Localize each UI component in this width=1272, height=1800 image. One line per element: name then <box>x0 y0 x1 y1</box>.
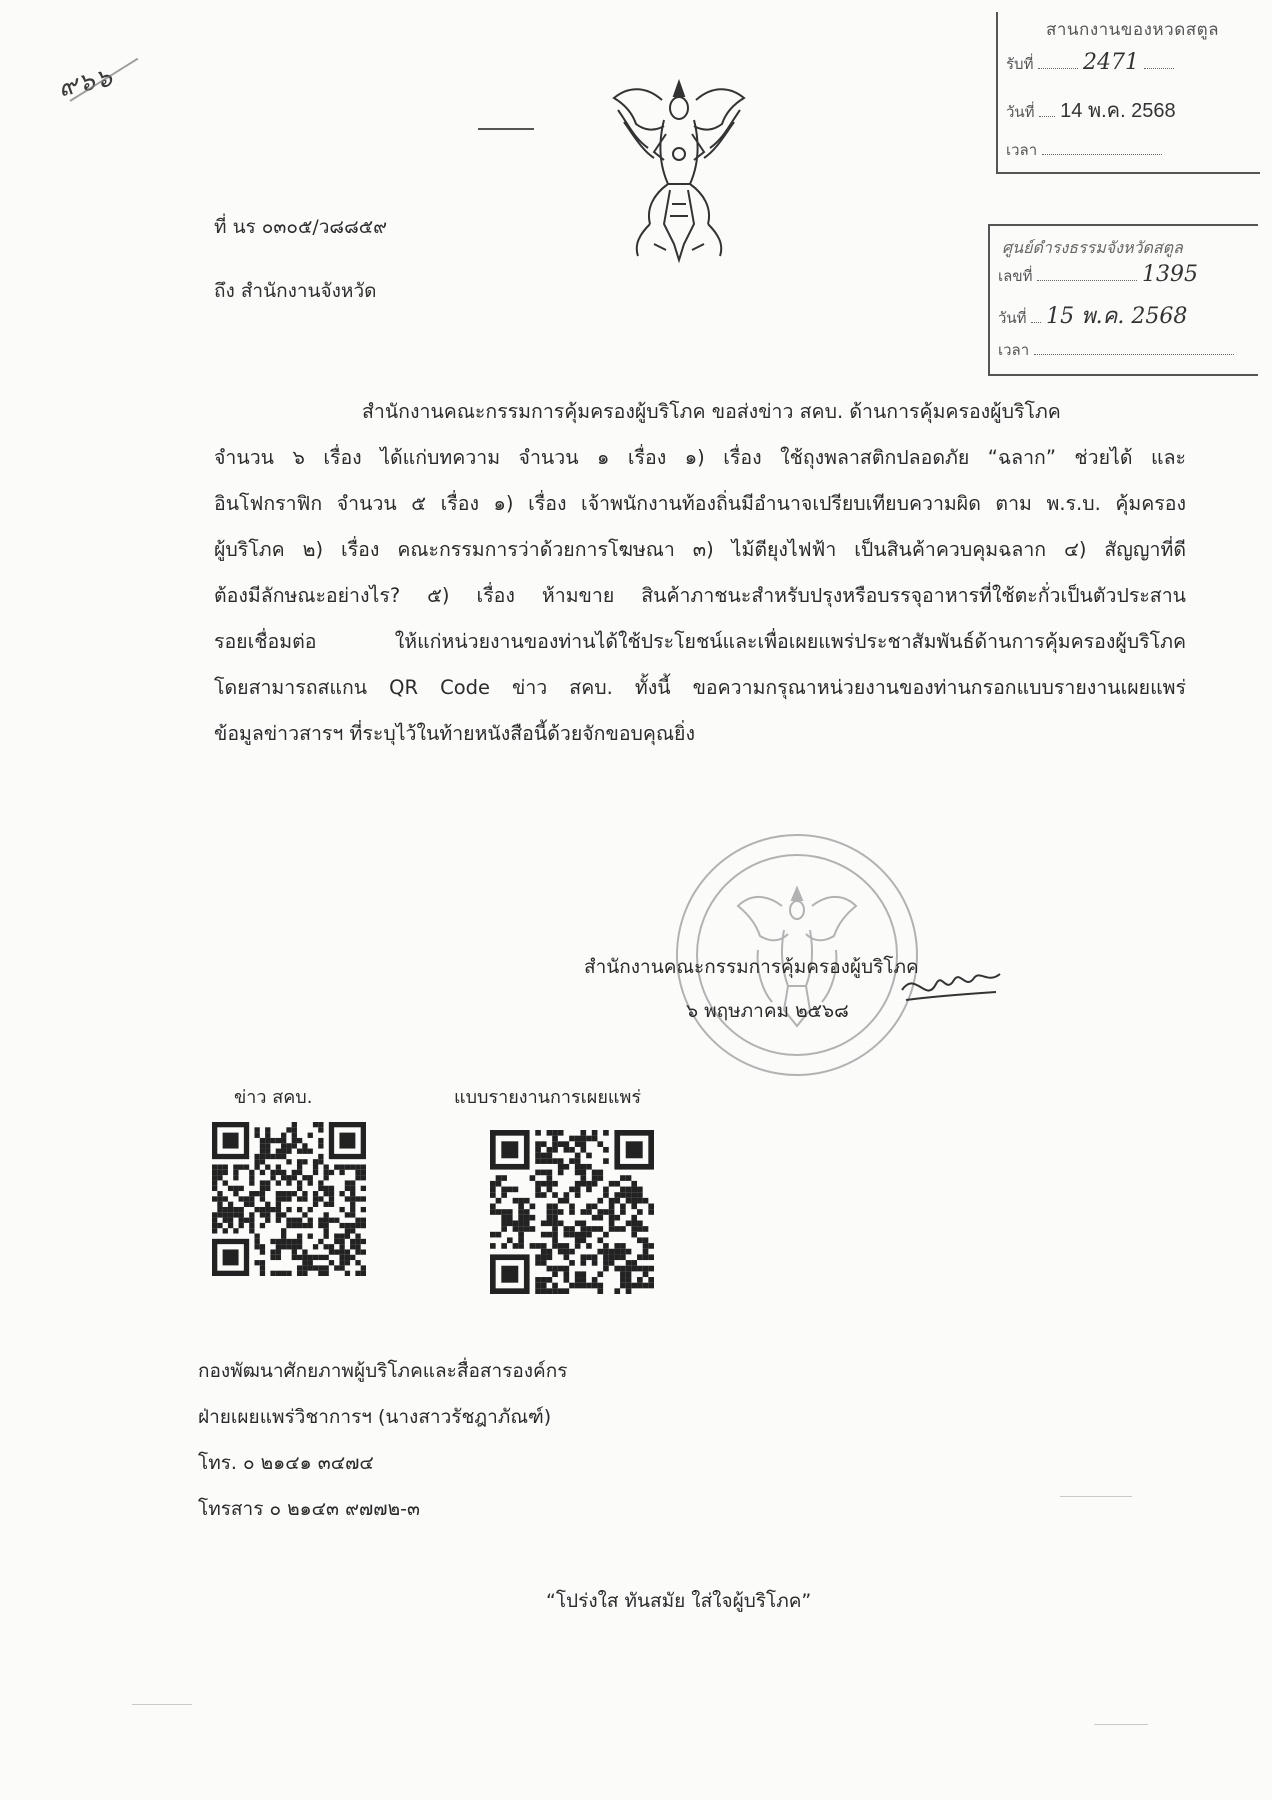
receipt-stamp-province <box>996 12 1260 174</box>
body-line-7: โดยสามารถสแกน QR Code ข่าว สคบ. ทั้งนี้ ขอความกรุณาหน่วยงานของท่านกรอกแบบรายงานเผยแพร่ <box>214 676 1186 699</box>
contact-division: กองพัฒนาศักยภาพผู้บริโภคและสื่อสารองค์กร <box>198 1360 568 1382</box>
body-line-5: ต้องมีลักษณะอย่างไร? ๕) เรื่อง ห้ามขาย สินค้าภาชนะสำหรับปรุงหรือบรรจุอาหารที่ใช้ตะกั่วเป็นตัวประสาน <box>214 584 1186 607</box>
scan-mark <box>132 1704 192 1705</box>
qr-code-news-icon[interactable] <box>212 1122 366 1276</box>
contact-phone: โทร. ๐ ๒๑๔๑ ๓๔๗๔ <box>198 1452 374 1474</box>
stamp-center-number-label: เลขที่ <box>998 267 1033 285</box>
body-line-1: สำนักงานคณะกรรมการคุ้มครองผู้บริโภค ขอส่งข่าว สคบ. ด้านการคุ้มครองผู้บริโภค <box>362 400 1061 423</box>
stamp-center-number-value: 1395 <box>1142 262 1199 287</box>
document-reference: ที่ นร ๐๓๐๕/ว๘๘๕๙ <box>214 216 388 238</box>
body-line-6: รอยเชื่อมต่อ ให้แก่หน่วยงานของท่านได้ใช้ประโยชน์และเพื่อเผยแพร่ประชาสัมพันธ์ด้านการคุ้มครองผู้บริโภค <box>214 630 1186 653</box>
garuda-emblem-icon <box>604 74 754 270</box>
recipient: ถึง สำนักงานจังหวัด <box>214 280 377 302</box>
body-line-4: ผู้บริโภค ๒) เรื่อง คณะกรรมการว่าด้วยการโฆษณา ๓) ไม้ตียุงไฟฟ้า เป็นสินค้าควบคุมฉลาก ๔) สัญญาที่ดี <box>214 538 1186 561</box>
contact-fax: โทรสาร ๐ ๒๑๔๓ ๙๗๗๒-๓ <box>198 1498 420 1520</box>
stamp-center-time-label: เวลา <box>998 341 1030 359</box>
stamp-center-title: ศูนย์ดำรงธรรมจังหวัดสตูล <box>1002 238 1183 257</box>
body-line-3: อินโฟกราฟิก จำนวน ๕ เรื่อง ๑) เรื่อง เจ้าพนักงานท้องถิ่นมีอำนาจเปรียบเทียบความผิด ตาม พ.ร.บ. คุ้มครอง <box>214 492 1186 515</box>
qr-report-label: แบบรายงานการเผยแพร่ <box>454 1087 642 1108</box>
slogan: “โปร่งใส ทันสมัย ใส่ใจผู้บริโภค” <box>546 1590 812 1612</box>
body-line-8: ข้อมูลข่าวสารฯ ที่ระบุไว้ในท้ายหนังสือนี้ด้วยจักขอบคุณยิ่ง <box>214 722 695 745</box>
scan-mark <box>1060 1496 1132 1497</box>
stamp-title: สานกงานของหวดสตูล <box>1046 20 1220 40</box>
qr-code-report-icon[interactable] <box>490 1130 654 1294</box>
qr-news-label: ข่าว สคบ. <box>234 1087 313 1108</box>
stamp-center-date-value: 15 พ.ค. 2568 <box>1046 304 1188 329</box>
contact-section: ฝ่ายเผยแพร่วิชาการฯ (นางสาวรัชฎาภัณฑ์) <box>198 1406 552 1428</box>
stamp-center-date-label: วันที่ <box>998 309 1027 327</box>
stamp-date-value: 14 พ.ค. 2568 <box>1060 100 1176 122</box>
handwritten-signature-icon <box>896 950 1006 1020</box>
header-dash <box>478 128 534 130</box>
receipt-stamp-center <box>988 224 1258 376</box>
stamp-time-label: เวลา <box>1006 141 1038 159</box>
signer-organization: สำนักงานคณะกรรมการคุ้มครองผู้บริโภค <box>584 956 919 978</box>
stamp-date-label: วันที่ <box>1006 103 1035 121</box>
stamp-received-value: 2471 <box>1083 50 1140 75</box>
signature-date: ๖ พฤษภาคม ๒๕๖๘ <box>686 1000 849 1022</box>
handwritten-number: ๙๖๖ <box>55 62 116 104</box>
body-line-2: จำนวน ๖ เรื่อง ได้แก่บทความ จำนวน ๑ เรื่อง ๑) เรื่อง ใช้ถุงพลาสติกปลอดภัย “ฉลาก” ช่วยได้ และ <box>214 446 1186 469</box>
scan-mark <box>1094 1724 1148 1725</box>
stamp-received-label: รับที่ <box>1006 55 1034 73</box>
